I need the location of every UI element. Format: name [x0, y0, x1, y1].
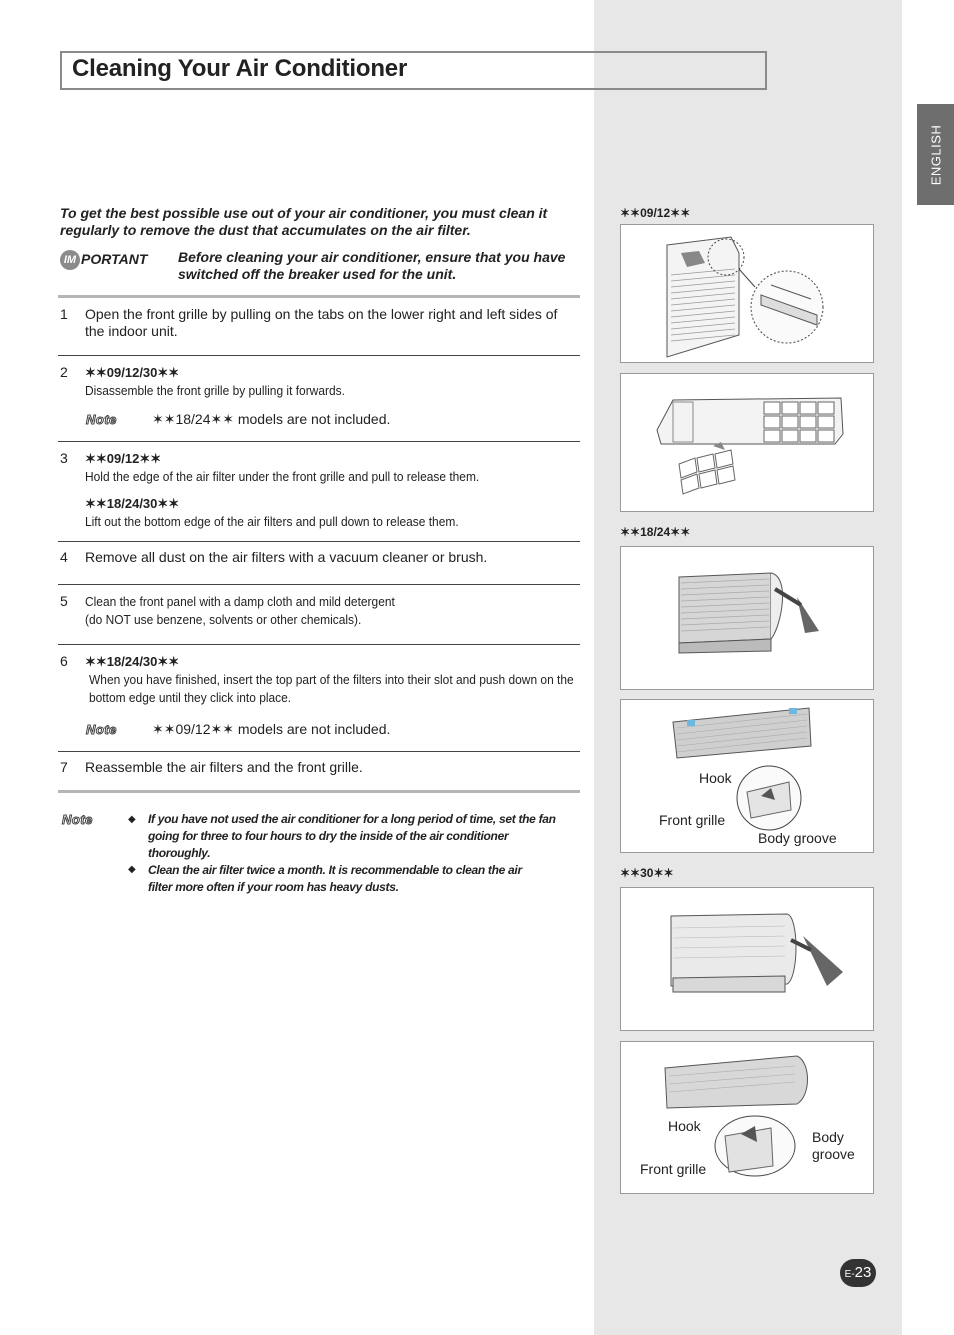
step-text-2: (do NOT use benzene, solvents or other chemicals).	[85, 612, 362, 627]
step-text-2: Lift out the bottom edge of the air filters and pull down to release them.	[85, 514, 459, 529]
diamond-bullet-icon: ◆	[128, 814, 136, 825]
step-text: Remove all dust on the air filters with a vacuum cleaner or brush.	[85, 549, 488, 565]
step-number: 7	[60, 759, 68, 775]
step-number: 1	[60, 306, 68, 322]
page-title: Cleaning Your Air Conditioner	[72, 55, 408, 82]
divider	[58, 295, 580, 298]
open-grille-illustration	[621, 225, 875, 364]
step-number: 2	[60, 364, 68, 380]
important-text: Before cleaning your air conditioner, ensure that you have switched off the breaker used for the unit.	[178, 249, 566, 282]
step-number: 6	[60, 653, 68, 669]
figure-reinsert-30	[620, 1041, 874, 1194]
step-text: Disassemble the front grille by pulling it forwards.	[85, 383, 345, 398]
page-number-prefix: E-	[844, 1269, 855, 1280]
bottom-note-bullet: If you have not used the air conditioner for a long period of time, set the fan going for three to four hours to dry the inside of the air conditioner thoroughly.	[148, 812, 556, 860]
figure-reinsert-1824	[620, 699, 874, 853]
filter-release-illustration	[621, 374, 875, 513]
language-tab-label: ENGLISH	[928, 124, 943, 185]
diamond-bullet-icon: ◆	[128, 864, 136, 875]
step-text: When you have finished, insert the top part of the filters into their slot and push down on the bottom edge until they click into place.	[89, 672, 574, 705]
important-label: PORTANT	[81, 251, 148, 267]
figure-open-grille-0912	[620, 224, 874, 363]
step-model: ✶✶09/12✶✶	[85, 451, 162, 466]
body-callout: Body	[812, 1129, 844, 1145]
divider	[58, 355, 580, 356]
note-label: Note	[86, 722, 117, 737]
note-label: Note	[86, 412, 117, 427]
figure-filter-release-0912	[620, 373, 874, 512]
front-grille-callout: Front grille	[659, 812, 726, 828]
step-number: 3	[60, 450, 68, 466]
divider	[58, 441, 580, 442]
figure-label: ✶✶09/12✶✶	[620, 206, 691, 220]
step-number: 4	[60, 549, 68, 565]
divider	[58, 751, 580, 752]
page-number-badge	[840, 1259, 876, 1287]
note-text: ✶✶18/24✶✶ models are not included.	[152, 411, 391, 427]
step-model: ✶✶09/12/30✶✶	[85, 365, 180, 380]
step-number: 5	[60, 593, 68, 609]
figure-open-grille-1824	[620, 546, 874, 690]
figure-open-grille-30	[620, 887, 874, 1031]
open-grille-illustration	[621, 888, 875, 1032]
divider	[58, 790, 580, 793]
step-text: Open the front grille by pulling on the tabs on the lower right and left sides of the indoor unit.	[85, 306, 558, 339]
step-text: Reassemble the air filters and the front grille.	[85, 759, 363, 775]
body-groove-callout: Body groove	[758, 830, 837, 846]
language-tab	[917, 104, 954, 205]
divider	[58, 644, 580, 645]
groove-callout: groove	[812, 1146, 855, 1162]
step-text: Hold the edge of the air filter under the front grille and pull to release them.	[85, 469, 480, 484]
hook-callout: Hook	[699, 770, 732, 786]
note-text: ✶✶09/12✶✶ models are not included.	[152, 721, 391, 737]
front-grille-callout: Front grille	[640, 1161, 707, 1177]
bottom-note-label: Note	[62, 812, 93, 827]
hook-callout: Hook	[668, 1118, 701, 1134]
step-model-2: ✶✶18/24/30✶✶	[85, 496, 180, 511]
open-grille-illustration	[621, 547, 875, 691]
intro-text: To get the best possible use out of your air conditioner, you must clean it regularly to remove the dust that accumulates on the air filter.	[60, 205, 548, 238]
figure-label: ✶✶18/24✶✶	[620, 525, 691, 539]
page-number: 23	[854, 1264, 872, 1281]
divider	[58, 584, 580, 585]
bottom-note-bullet: Clean the air filter twice a month. It is recommendable to clean the air filter more often if your room has heavy dusts.	[148, 863, 522, 894]
important-icon: IM	[60, 250, 80, 270]
step-model: ✶✶18/24/30✶✶	[85, 654, 180, 669]
figure-label: ✶✶30✶✶	[620, 866, 674, 880]
divider	[58, 541, 580, 542]
step-text: Clean the front panel with a damp cloth and mild detergent	[85, 594, 395, 609]
